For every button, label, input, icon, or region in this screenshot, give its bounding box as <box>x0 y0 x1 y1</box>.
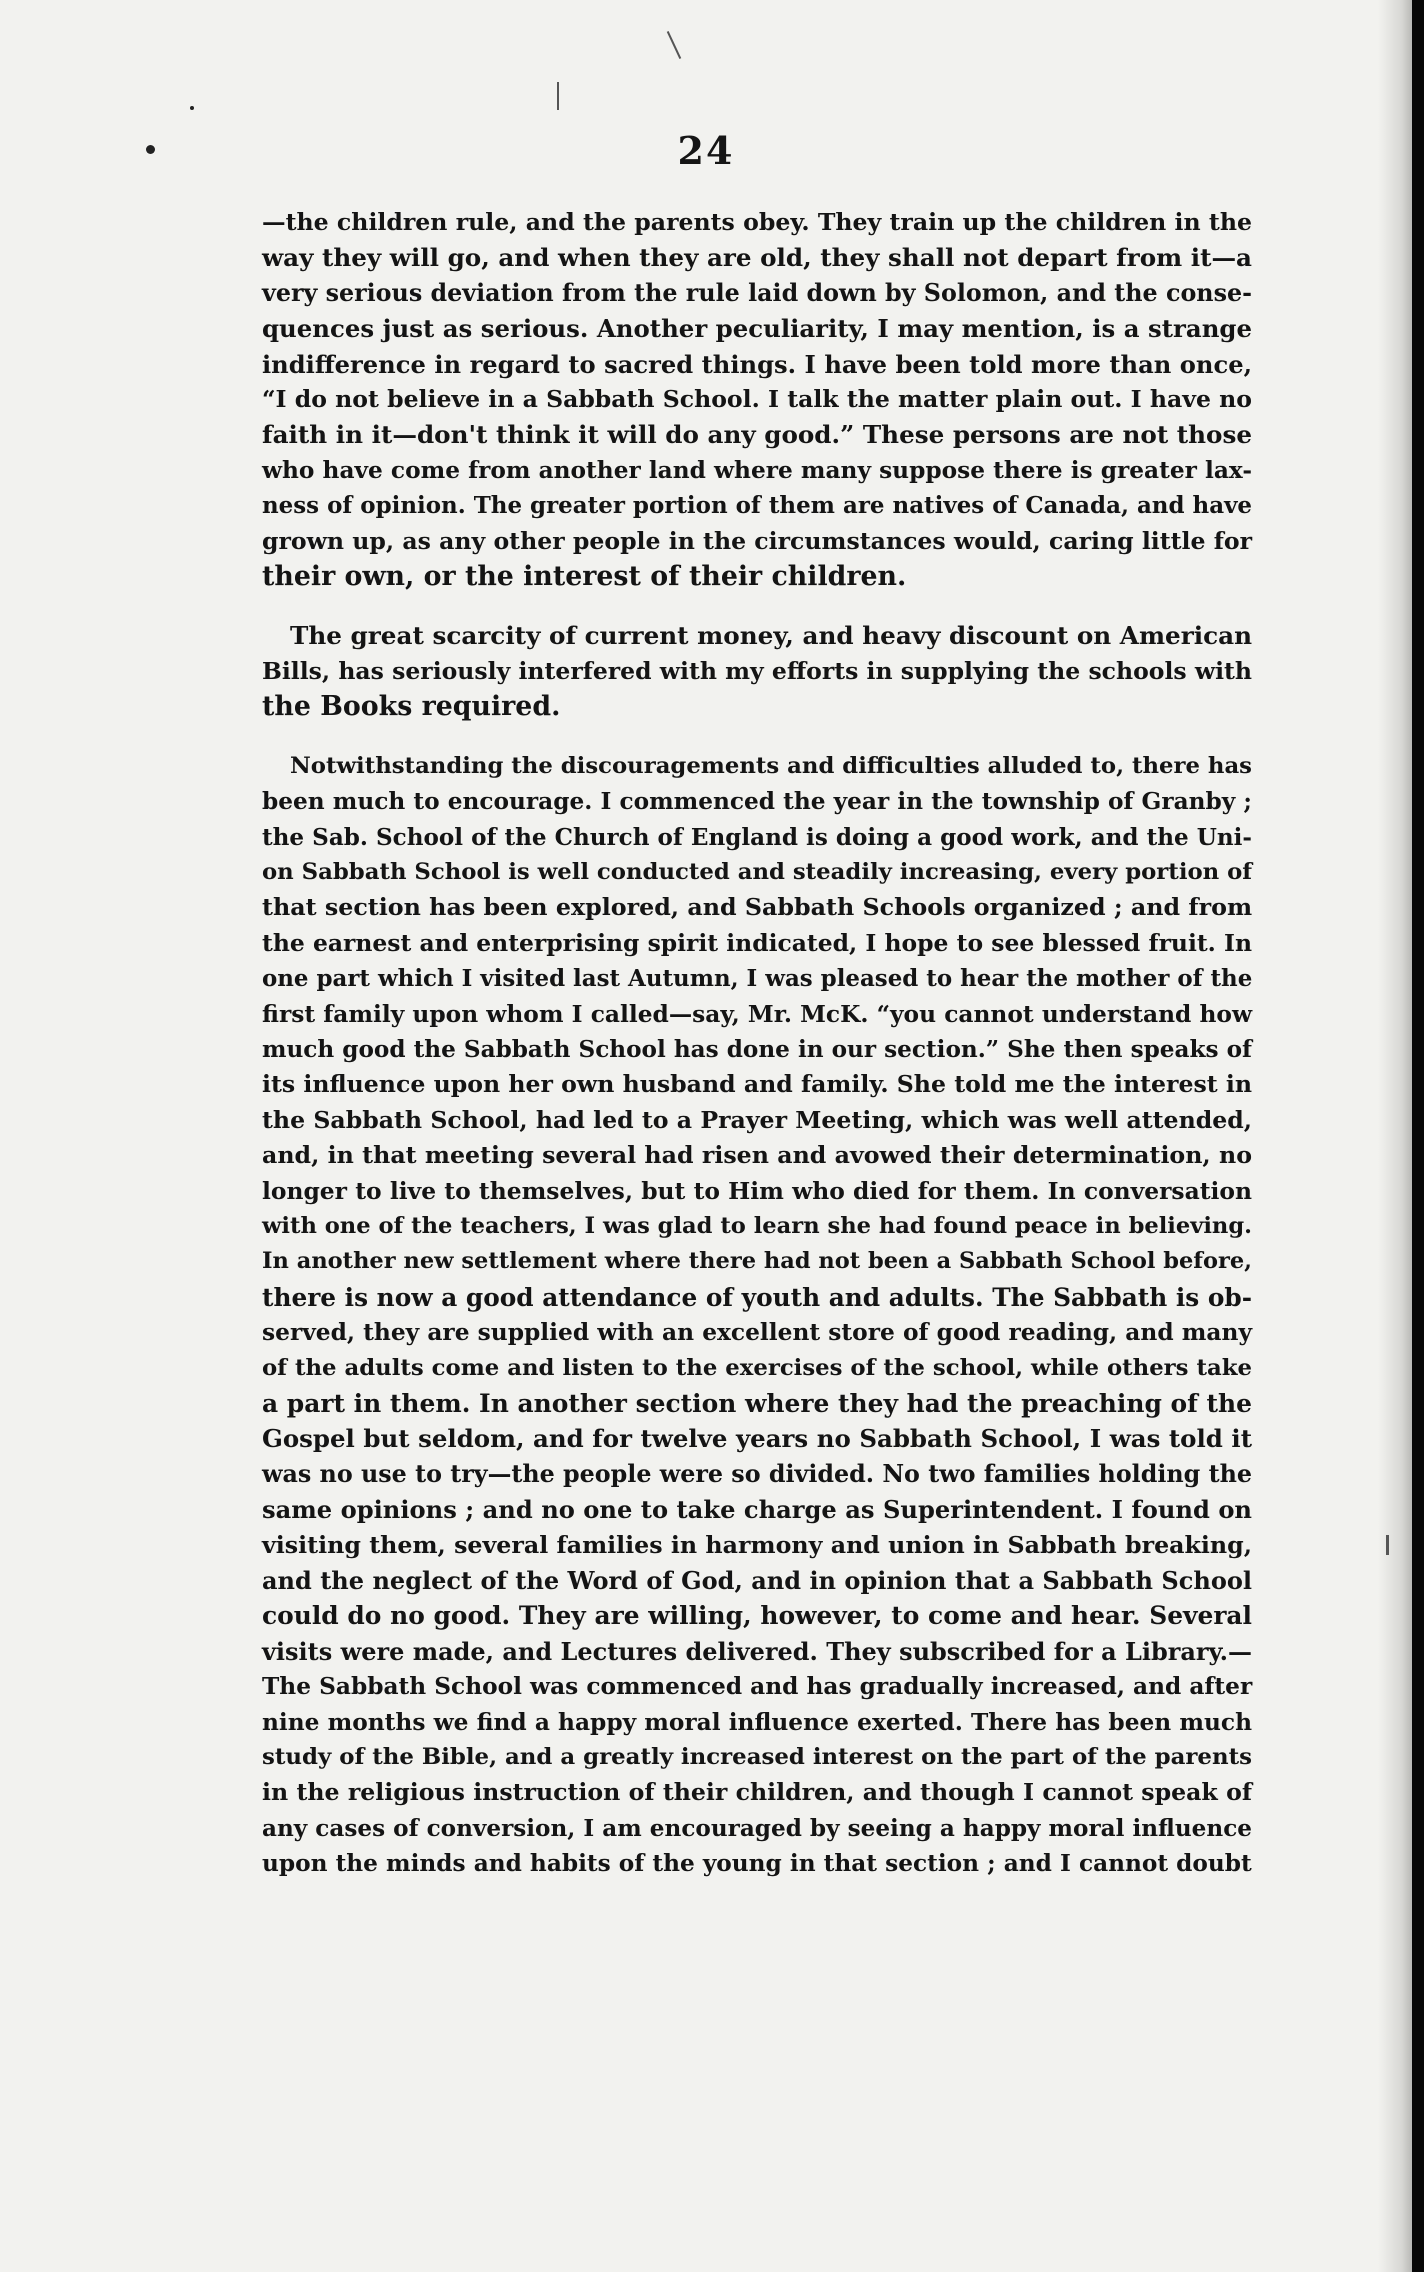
body-text <box>262 205 1252 1882</box>
text-line: nine months we find a happy moral influence exerted. There has been much <box>262 1708 1252 1736</box>
ink-speck <box>190 106 194 110</box>
text-line: that section has been explored, and Sabbath Schools organized ; and from <box>262 893 1253 922</box>
text-line: with one of the teachers, I was glad to learn she had found peace in believing. <box>262 1212 1252 1239</box>
text-line: same opinions ; and no one to take charge as Superintendent. I found on <box>262 1495 1252 1525</box>
text-line: In another new settlement where there had not been a Sabbath School before, <box>262 1248 1252 1275</box>
text-line: could do no good. They are willing, however, to come and hear. Several <box>262 1601 1252 1631</box>
text-line: a part in them. In another section where they had the preaching of the <box>262 1389 1252 1418</box>
text-line: and the neglect of the Word of God, and in opinion that a Sabbath School <box>262 1566 1252 1596</box>
text-line: very serious deviation from the rule laid down by Solomon, and the conse- <box>262 278 1252 307</box>
text-line: their own, or the interest of their children. <box>262 561 907 593</box>
text-line: longer to live to themselves, but to Him who died for them. In conversation <box>262 1176 1252 1205</box>
paragraph <box>262 205 1252 594</box>
text-line: The Sabbath School was commenced and has gradually increased, and after <box>262 1673 1253 1701</box>
text-line: the Books required. <box>262 691 561 723</box>
paper-mark <box>667 31 681 59</box>
text-line: faith in it—don't think it will do any good.” These persons are not those <box>262 420 1253 450</box>
text-line: one part which I visited last Autumn, I was pleased to hear the mother of the <box>262 965 1253 993</box>
text-line: Gospel but seldom, and for twelve years no Sabbath School, I was told it <box>262 1424 1252 1454</box>
text-line: there is now a good attendance of youth and adults. The Sabbath is ob- <box>262 1282 1252 1312</box>
text-line: first family upon whom I called—say, Mr. McK. “you cannot understand how <box>262 1000 1252 1028</box>
text-line: upon the minds and habits of the young in that section ; and I cannot doubt <box>262 1850 1252 1878</box>
text-line: visiting them, several families in harmony and union in Sabbath breaking, <box>262 1530 1252 1559</box>
text-line: way they will go, and when they are old, they shall not depart from it—a <box>262 243 1252 273</box>
text-line: study of the Bible, and a greatly increased interest on the part of the parents <box>262 1744 1252 1771</box>
text-line: much good the Sabbath School has done in our section.” She then speaks of <box>262 1035 1252 1063</box>
text-line: visits were made, and Lectures delivered. They subscribed for a Library.— <box>262 1636 1252 1666</box>
text-line: in the religious instruction of their children, and though I cannot speak of <box>262 1778 1252 1807</box>
text-line: and, in that meeting several had risen and avowed their determination, no <box>262 1141 1252 1170</box>
paragraph <box>262 749 1252 1882</box>
paragraph <box>262 618 1252 724</box>
text-line: The great scarcity of current money, and heavy discount on American <box>290 621 1252 651</box>
text-line: ness of opinion. The greater portion of them are natives of Canada, and have <box>262 492 1252 520</box>
text-line: served, they are supplied with an excellent store of good reading, and many <box>262 1319 1252 1347</box>
paper-mark <box>557 82 559 110</box>
text-line: the earnest and enterprising spirit indicated, I hope to see blessed fruit. In <box>262 928 1252 957</box>
text-line: its influence upon her own husband and family. She told me the interest in <box>262 1070 1252 1099</box>
text-line: —the children rule, and the parents obey. They train up the children in the <box>262 208 1252 236</box>
text-line: the Sab. School of the Church of England is doing a good work, and the Uni- <box>262 823 1252 851</box>
text-line: who have come from another land where many suppose there is greater lax- <box>262 456 1252 484</box>
text-line: any cases of conversion, I am encouraged by seeing a happy moral influence <box>262 1814 1252 1842</box>
text-line: on Sabbath School is well conducted and steadily increasing, every portion of <box>262 858 1253 885</box>
text-line: grown up, as any other people in the circumstances would, caring little for <box>262 526 1252 555</box>
text-line: Bills, has seriously interfered with my efforts in supplying the schools with <box>262 656 1252 685</box>
text-line: “I do not believe in a Sabbath School. I talk the matter plain out. I have no <box>262 385 1252 414</box>
text-line: Notwithstanding the discouragements and difficulties alluded to, there has <box>290 752 1252 779</box>
text-line: quences just as serious. Another peculiarity, I may mention, is a strange <box>262 314 1252 344</box>
text-line: indifference in regard to sacred things. I have been told more than once, <box>262 349 1252 379</box>
page-edge-shadow <box>1378 0 1412 2272</box>
paper-mark <box>1386 1535 1389 1555</box>
text-line: of the adults come and listen to the exercises of the school, while others take <box>262 1354 1252 1381</box>
text-line: was no use to try—the people were so divided. No two families holding the <box>262 1459 1252 1488</box>
text-line: been much to encourage. I commenced the year in the township of Granby ; <box>262 788 1252 816</box>
page-number: 24 <box>677 128 735 173</box>
text-line: the Sabbath School, had led to a Prayer Meeting, which was well attended, <box>262 1105 1252 1134</box>
